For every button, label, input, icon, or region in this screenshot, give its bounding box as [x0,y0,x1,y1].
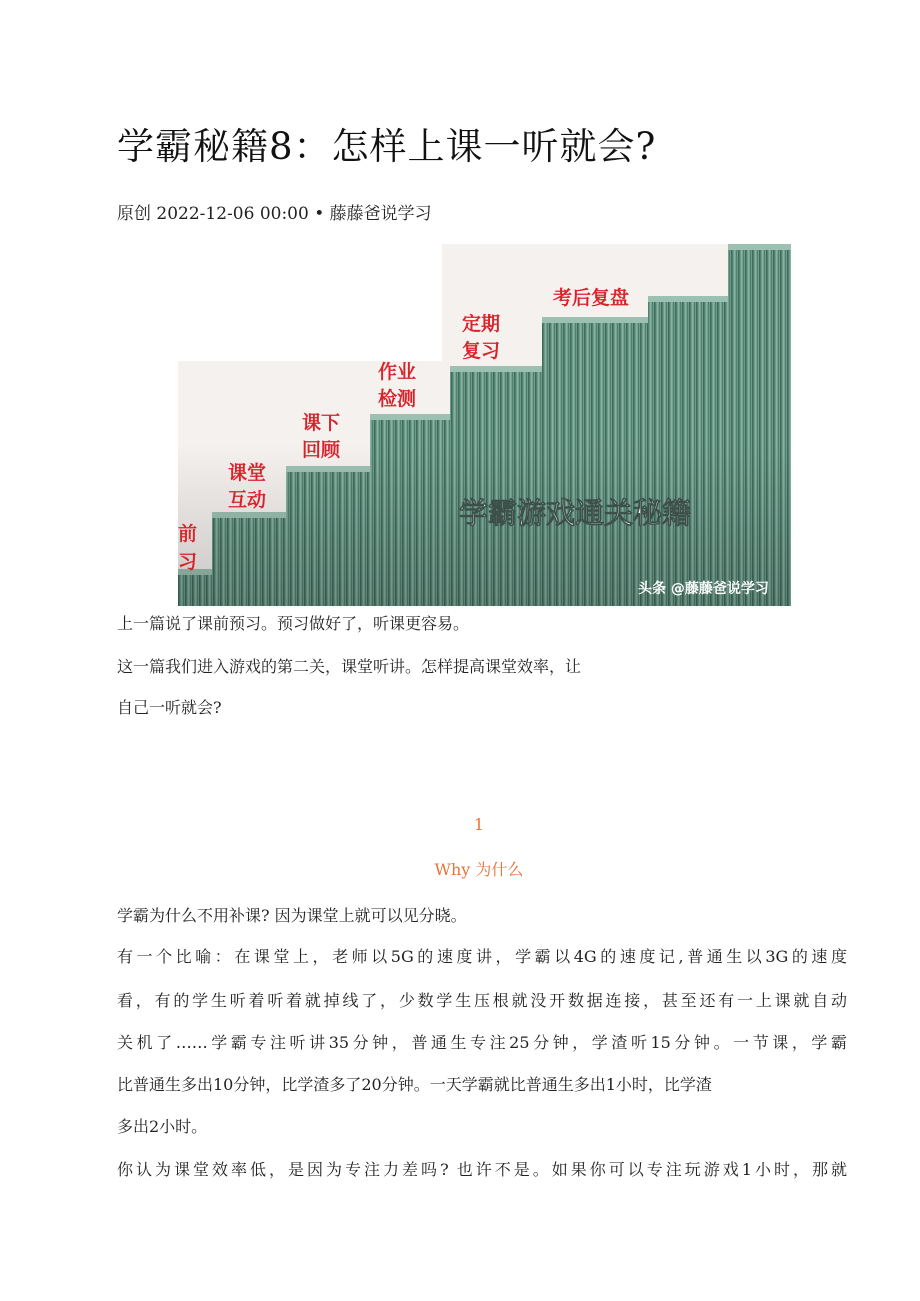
intro-line-2: 这一篇我们进入游戏的第二关，课堂听讲。怎样提高课堂效率，让 [117,657,582,676]
staircase-illustration [178,244,791,606]
section-number: 1 [473,815,485,834]
body-paragraph-2-line-2: 看，有的学生听着听着就掉线了，少数学生压根就没开数据连接，甚至还有一上课就自动 [117,991,847,1010]
step-label-3-line-2: 回顾 [302,439,341,461]
step-label-2-line-1: 课堂 [228,462,267,484]
figure-main-caption: 学霸游戏通关秘籍 [459,496,692,530]
article-meta: 原创 2022-12-06 00:00 • 藤藤爸说学习 [117,204,432,224]
article-title: 学霸秘籍8：怎样上课一听就会? [117,125,657,168]
intro-line-1: 上一篇说了课前预习。预习做好了，听课更容易。 [117,614,470,633]
body-paragraph-2-line-3: 关机了……学霸专注听讲35分钟，普通生专注25分钟，学渣听15分钟。一节课，学霸 [117,1033,847,1052]
body-paragraph-1: 学霸为什么不用补课? 因为课堂上就可以见分晓。 [117,906,467,925]
article-figure [178,244,791,606]
step-label-6-line-1: 考后复盘 [553,287,630,309]
body-paragraph-3-line-1: 你认为课堂效率低，是因为专注力差吗? 也许不是。如果你可以专注玩游戏1小时，那就 [117,1160,847,1179]
book-stack-top-4 [370,414,450,420]
book-stack-top-5 [450,366,542,372]
step-label-4-line-1: 作业 [378,361,417,383]
section-title: Why 为什么 [434,860,524,879]
intro-line-3: 自己一听就会? [117,698,222,717]
step-label-2-line-2: 互动 [228,489,267,511]
book-stack-top-6 [542,317,648,323]
step-label-3-line-1: 课下 [302,412,341,434]
body-paragraph-2-line-1: 有一个比喻：在课堂上，老师以5G的速度讲，学霸以4G的速度记,普通生以3G的速度 [117,947,847,966]
body-paragraph-2-line-5: 多出2小时。 [117,1117,208,1136]
step-label-1-line-2: 习 [178,551,198,573]
body-paragraph-2-line-4: 比普通生多出10分钟，比学渣多了20分钟。一天学霸就比普通生多出1小时，比学渣 [117,1075,712,1094]
book-stack-top-7 [648,296,728,302]
figure-watermark: 头条 @藤藤爸说学习 [638,581,769,597]
step-label-5-line-1: 定期 [462,313,501,335]
step-label-5-line-2: 复习 [462,340,501,362]
book-stack-top-8 [728,244,791,250]
step-label-1-line-1: 前 [178,523,198,545]
step-label-4-line-2: 检测 [378,388,417,410]
